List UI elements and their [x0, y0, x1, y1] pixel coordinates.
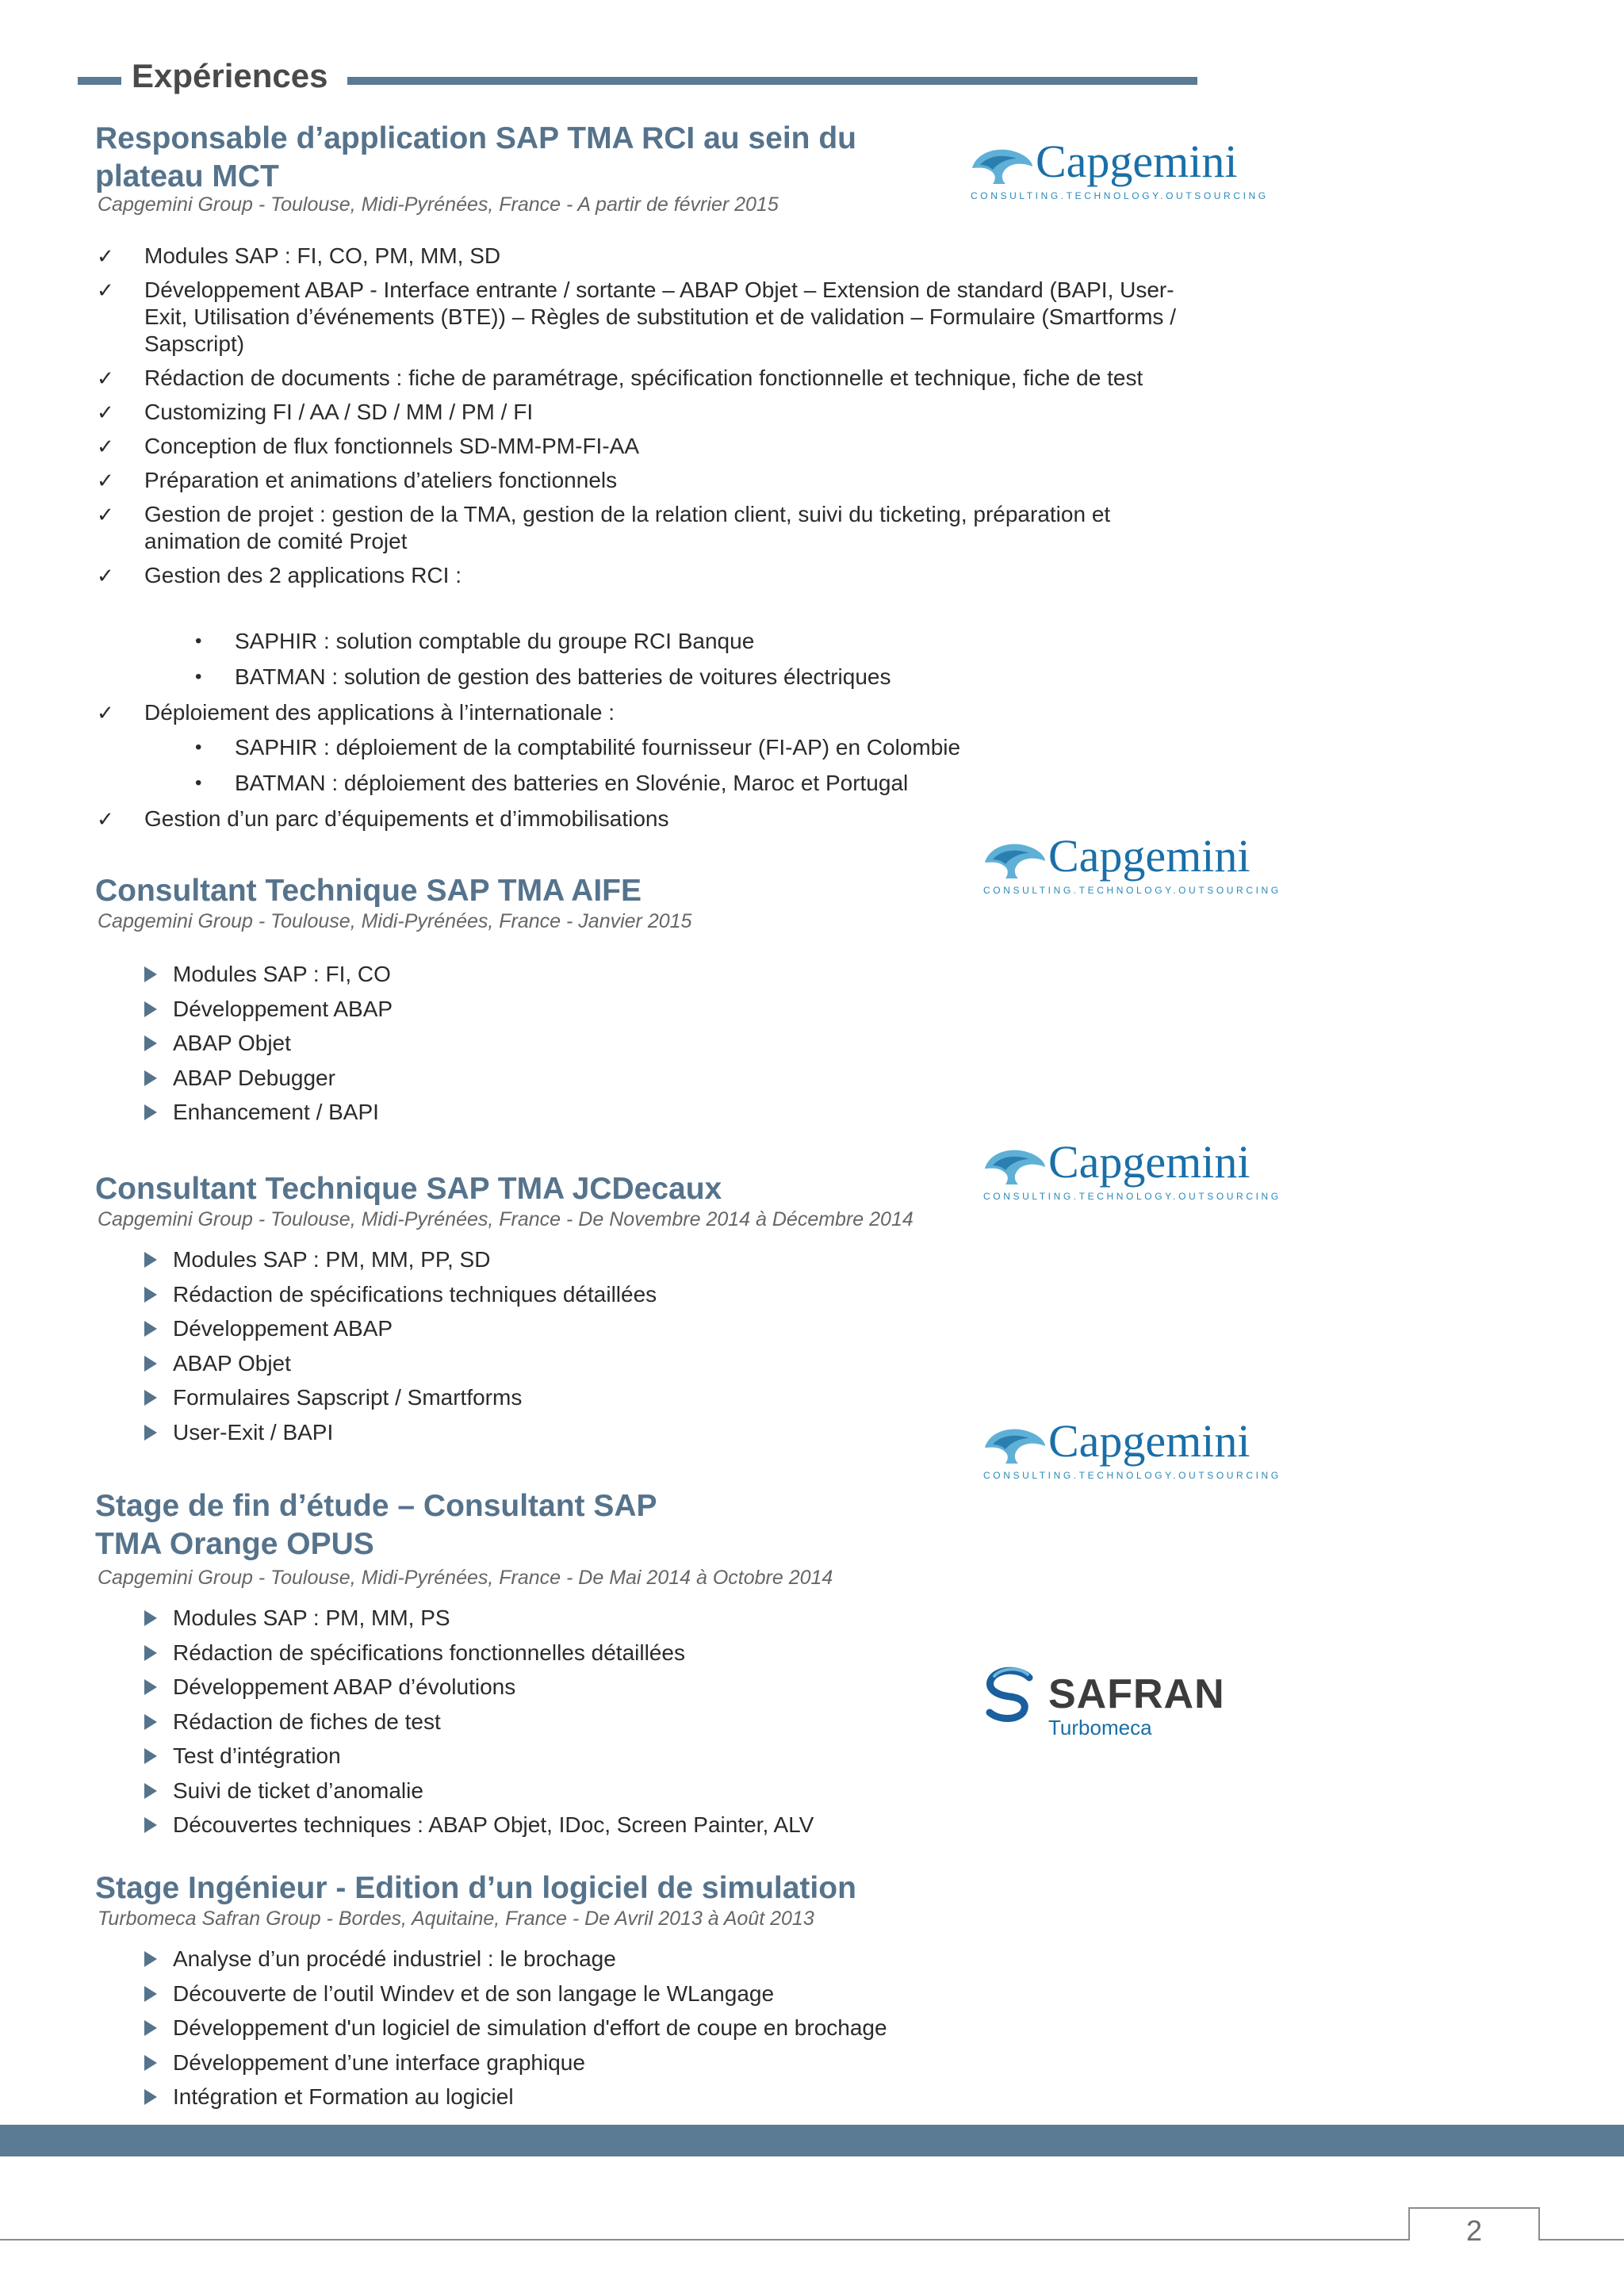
job-5-list — [144, 1946, 1175, 2118]
list-item: ✓ Gestion d’un parc d’équipements et d’immobilisations — [97, 806, 669, 831]
job-1-meta: Capgemini Group - Toulouse, Midi-Pyrénées, France - A partir de février 2015 — [98, 193, 779, 216]
check-icon: ✓ — [97, 807, 114, 831]
capgemini-tagline: CONSULTING.TECHNOLOGY.OUTSOURCING — [983, 885, 1281, 896]
check-icon: ✓ — [97, 564, 114, 587]
job-1-title-line-1: Responsable d’application SAP TMA RCI au sein du — [95, 121, 856, 155]
bullet-icon: • — [195, 772, 202, 794]
job-1-list-2 — [95, 699, 1182, 733]
page-number: 2 — [1465, 2214, 1483, 2247]
list-item: ✓ Gestion de projet : gestion de la TMA, gestion de la relation client, suivi du ticketing, préparation et animation de comité Projet — [97, 502, 1111, 553]
triangle-bullet-icon — [144, 1610, 157, 1626]
capgemini-wordmark: Capgemini — [1036, 136, 1238, 187]
list-item: Test d’intégration — [144, 1743, 1175, 1770]
capgemini-logo-3 — [982, 1136, 1281, 1207]
list-item: Rédaction de fiches de test — [144, 1709, 1175, 1735]
triangle-bullet-icon — [144, 1035, 157, 1051]
list-item: Développement d’une interface graphique — [144, 2049, 1175, 2076]
capgemini-tagline: CONSULTING.TECHNOLOGY.OUTSOURCING — [983, 1470, 1281, 1481]
list-item: ✓ Préparation et animations d’ateliers fonctionnels — [97, 468, 618, 492]
triangle-bullet-icon — [144, 2089, 157, 2105]
triangle-bullet-icon — [144, 1783, 157, 1799]
list-item: • BATMAN : solution de gestion des batteries de voitures électriques — [195, 664, 891, 689]
triangle-bullet-icon — [144, 1287, 157, 1303]
section-rule-right — [347, 77, 1197, 85]
triangle-bullet-icon — [144, 1070, 157, 1086]
job-3-meta: Capgemini Group - Toulouse, Midi-Pyrénées, France - De Novembre 2014 à Décembre 2014 — [98, 1208, 914, 1230]
capgemini-logo-2 — [982, 830, 1281, 901]
safran-s-icon — [983, 1667, 1039, 1724]
list-item: Rédaction de spécifications fonctionnelles détaillées — [144, 1640, 1175, 1667]
footer-rule-right — [1538, 2239, 1624, 2241]
triangle-bullet-icon — [144, 1252, 157, 1268]
capgemini-tagline: CONSULTING.TECHNOLOGY.OUTSOURCING — [971, 190, 1269, 201]
footer-band — [0, 2125, 1624, 2156]
list-item: • SAPHIR : déploiement de la comptabilité fournisseur (FI-AP) en Colombie — [195, 735, 961, 760]
list-item: ✓ Modules SAP : FI, CO, PM, MM, SD — [97, 243, 501, 268]
job-2-title — [95, 872, 642, 910]
triangle-bullet-icon — [144, 1714, 157, 1730]
capgemini-spade-icon — [982, 839, 1047, 878]
job-5-title-line-1: Stage Ingénieur - Edition d’un logiciel de simulation — [95, 1871, 856, 1905]
triangle-bullet-icon — [144, 1356, 157, 1372]
list-item: Modules SAP : FI, CO — [144, 961, 1175, 988]
check-icon: ✓ — [97, 400, 114, 424]
list-item: Modules SAP : PM, MM, PP, SD — [144, 1246, 1175, 1273]
bullet-icon: • — [195, 666, 202, 687]
capgemini-wordmark: Capgemini — [1048, 1415, 1251, 1467]
job-4-meta: Capgemini Group - Toulouse, Midi-Pyrénées, France - De Mai 2014 à Octobre 2014 — [98, 1567, 833, 1589]
capgemini-logo-4 — [982, 1415, 1281, 1486]
triangle-bullet-icon — [144, 1645, 157, 1661]
capgemini-logo-1 — [969, 136, 1269, 206]
bullet-icon: • — [195, 630, 202, 652]
job-1-sublist-1 — [189, 628, 1140, 699]
check-icon: ✓ — [97, 278, 114, 302]
bullet-icon: • — [195, 737, 202, 758]
check-icon: ✓ — [97, 701, 114, 725]
triangle-bullet-icon — [144, 1679, 157, 1695]
section-title: Expériences — [132, 57, 328, 94]
list-item: Découvertes techniques : ABAP Objet, IDoc, Screen Painter, ALV — [144, 1812, 1175, 1839]
triangle-bullet-icon — [144, 1986, 157, 2002]
capgemini-wordmark: Capgemini — [1048, 1136, 1251, 1188]
job-1-list — [95, 243, 1182, 596]
job-5-meta: Turbomeca Safran Group - Bordes, Aquitaine, France - De Avril 2013 à Août 2013 — [98, 1908, 814, 1930]
triangle-bullet-icon — [144, 1321, 157, 1337]
capgemini-spade-icon — [982, 1424, 1047, 1464]
list-item: ✓ Gestion des 2 applications RCI : — [97, 563, 462, 587]
triangle-bullet-icon — [144, 1390, 157, 1406]
triangle-bullet-icon — [144, 1748, 157, 1764]
job-3-title-line-1: Consultant Technique SAP TMA JCDecaux — [95, 1172, 722, 1206]
capgemini-spade-icon — [969, 144, 1034, 184]
check-icon: ✓ — [97, 366, 114, 390]
list-item: Développement ABAP d’évolutions — [144, 1674, 1175, 1701]
check-icon: ✓ — [97, 434, 114, 458]
list-item: ✓ Conception de flux fonctionnels SD-MM-PM-FI-AA — [97, 434, 639, 458]
job-2-list — [144, 961, 1175, 1134]
check-icon: ✓ — [97, 469, 114, 492]
capgemini-tagline: CONSULTING.TECHNOLOGY.OUTSOURCING — [983, 1191, 1281, 1202]
job-4-title-line-1: Stage de fin d’étude – Consultant SAP — [95, 1489, 657, 1523]
safran-wordmark: SAFRAN — [1048, 1671, 1225, 1717]
list-item: Développement ABAP — [144, 996, 1175, 1023]
list-item: Découverte de l’outil Windev et de son langage le WLangage — [144, 1980, 1175, 2007]
check-icon: ✓ — [97, 503, 114, 526]
triangle-bullet-icon — [144, 2020, 157, 2036]
list-item: ABAP Debugger — [144, 1065, 1175, 1092]
list-item: Rédaction de spécifications techniques détaillées — [144, 1281, 1175, 1308]
job-5-title — [95, 1869, 856, 1908]
job-1-sublist-2 — [189, 734, 1140, 806]
list-item: Développement ABAP — [144, 1315, 1175, 1342]
job-1-title — [95, 120, 856, 196]
job-1-title-line-2: plateau MCT — [95, 159, 279, 193]
triangle-bullet-icon — [144, 1951, 157, 1967]
job-4-title — [95, 1487, 657, 1563]
list-item: ✓ Développement ABAP - Interface entrante / sortante – ABAP Objet – Extension de standard (BAPI, User-Exit, Utilisation d’événements (BTE)) – Règles de substitution et de validation – Formulaire (Smartforms / Sapscript) — [97, 277, 1176, 356]
list-item: ✓ Rédaction de documents : fiche de paramétrage, spécification fonctionnelle et technique, fiche de test — [97, 365, 1143, 390]
list-item: User-Exit / BAPI — [144, 1419, 1175, 1446]
list-item: Intégration et Formation au logiciel — [144, 2084, 1175, 2110]
list-item: Formulaires Sapscript / Smartforms — [144, 1384, 1175, 1411]
safran-logo — [983, 1663, 1253, 1743]
triangle-bullet-icon — [144, 1817, 157, 1833]
list-item: Analyse d’un procédé industriel : le brochage — [144, 1946, 1175, 1973]
list-item: ✓ Customizing FI / AA / SD / MM / PM / FI — [97, 400, 534, 424]
job-3-title — [95, 1170, 722, 1208]
list-item: Enhancement / BAPI — [144, 1099, 1175, 1126]
job-2-title-line-1: Consultant Technique SAP TMA AIFE — [95, 874, 642, 908]
footer-rule-left — [0, 2239, 1408, 2241]
safran-subbrand: Turbomeca — [1048, 1716, 1152, 1739]
capgemini-wordmark: Capgemini — [1048, 830, 1251, 882]
check-icon: ✓ — [97, 244, 114, 268]
triangle-bullet-icon — [144, 2055, 157, 2071]
section-rule-left — [78, 77, 121, 85]
job-2-meta: Capgemini Group - Toulouse, Midi-Pyrénées, France - Janvier 2015 — [98, 910, 692, 932]
list-item: ABAP Objet — [144, 1030, 1175, 1057]
triangle-bullet-icon — [144, 966, 157, 982]
list-item: ✓ Déploiement des applications à l’internationale : — [97, 700, 615, 725]
list-item: • SAPHIR : solution comptable du groupe RCI Banque — [195, 629, 755, 653]
list-item: • BATMAN : déploiement des batteries en Slovénie, Maroc et Portugal — [195, 771, 909, 795]
list-item: Développement d'un logiciel de simulation d'effort de coupe en brochage — [144, 2015, 1175, 2042]
list-item: Suivi de ticket d’anomalie — [144, 1777, 1175, 1804]
capgemini-spade-icon — [982, 1145, 1047, 1184]
job-4-title-line-2: TMA Orange OPUS — [95, 1527, 374, 1561]
list-item: ABAP Objet — [144, 1350, 1175, 1377]
triangle-bullet-icon — [144, 1001, 157, 1017]
list-item: Modules SAP : PM, MM, PS — [144, 1605, 1175, 1632]
triangle-bullet-icon — [144, 1104, 157, 1120]
triangle-bullet-icon — [144, 1425, 157, 1441]
